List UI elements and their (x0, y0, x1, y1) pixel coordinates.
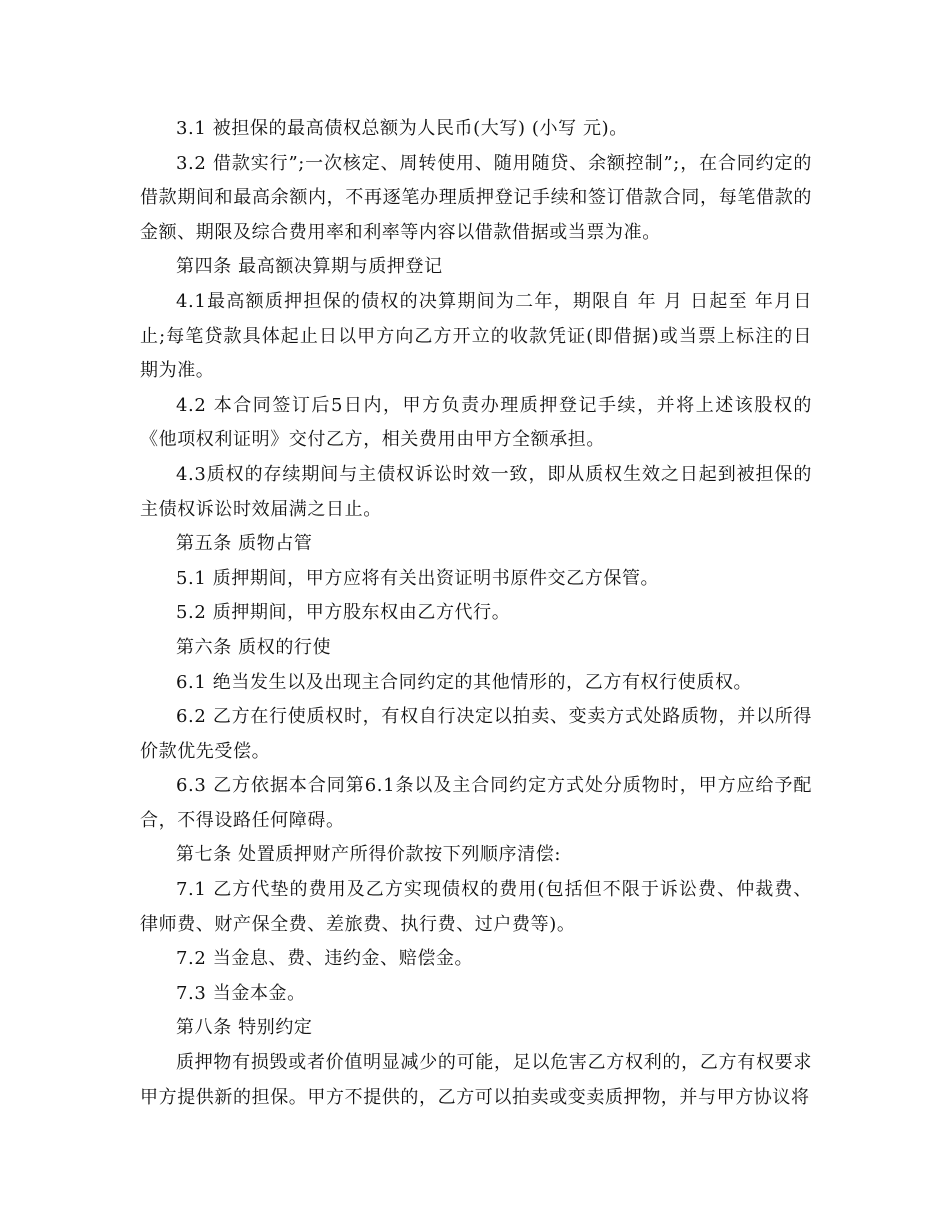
clause-6-2: 6.2 乙方在行使质权时，有权自行决定以拍卖、变卖方式处路质物，并以所得价款优先受偿。 (140, 706, 812, 762)
clause-4-2: 4.2 本合同签订后5日内，甲方负责办理质押登记手续，并将上述该股权的《他项权利证明》交付乙方，相关费用由甲方全额承担。 (140, 394, 812, 451)
article-7-heading: 第七条 处置质押财产所得价款按下列顺序清偿: (176, 844, 561, 866)
clause-6-3: 6.3 乙方依据本合同第6.1条以及主合同约定方式处分质物时，甲方应给予配合，不得设路任何障碍。 (140, 775, 812, 831)
clause-5-2: 5.2 质押期间，甲方股东权由乙方代行。 (176, 602, 511, 624)
clause-7-3: 7.3 当金本金。 (176, 982, 306, 1004)
clause-7-2: 7.2 当金息、费、违约金、赔偿金。 (176, 948, 474, 970)
clause-4-3: 4.3质权的存续期间与主债权诉讼时效一致，即从质权生效之日起到被担保的主债权诉讼时效届满之日止。 (140, 463, 812, 520)
article-5-heading: 第五条 质物占管 (176, 533, 313, 555)
clause-6-1: 6.1 绝当发生以及出现主合同约定的其他情形的，乙方有权行使质权。 (176, 671, 753, 693)
clause-4-1: 4.1最高额质押担保的债权的决算期间为二年，期限自 年 月 日起至 年月日止;每笔贷款具体起止日以甲方向乙方开立的收款凭证(即借据)或当票上标注的日期为准。 (140, 290, 812, 382)
clause-7-1: 7.1 乙方代垫的费用及乙方实现债权的费用(包括但不限于诉讼费、仲裁费、律师费、财产保全费、差旅费、执行费、过户费等)。 (140, 879, 812, 935)
clause-5-1: 5.1 质押期间，甲方应将有关出资证明书原件交乙方保管。 (176, 567, 660, 589)
article-6-heading: 第六条 质权的行使 (176, 636, 332, 658)
article-8-heading: 第八条 特别约定 (176, 1017, 313, 1039)
document-body (140, 112, 812, 1115)
clause-3-2: 3.2 借款实行”;一次核定、周转使用、随用随贷、余额控制”;，在合同约定的借款期间和最高余额内，不再逐笔办理质押登记手续和签订借款合同，每笔借款的金额、期限及综合费用率和利率等内容以借款借据或当票为准。 (140, 152, 812, 243)
article-4-heading: 第四条 最高额决算期与质押登记 (176, 256, 443, 278)
clause-3-1: 3.1 被担保的最高债权总额为人民币(大写) (小写 元)。 (176, 118, 628, 139)
article-8-paragraph: 质押物有损毁或者价值明显减少的可能，足以危害乙方权利的，乙方有权要求甲方提供新的担保。甲方不提供的，乙方可以拍卖或变卖质押物，并与甲方协议将 (140, 1052, 812, 1108)
